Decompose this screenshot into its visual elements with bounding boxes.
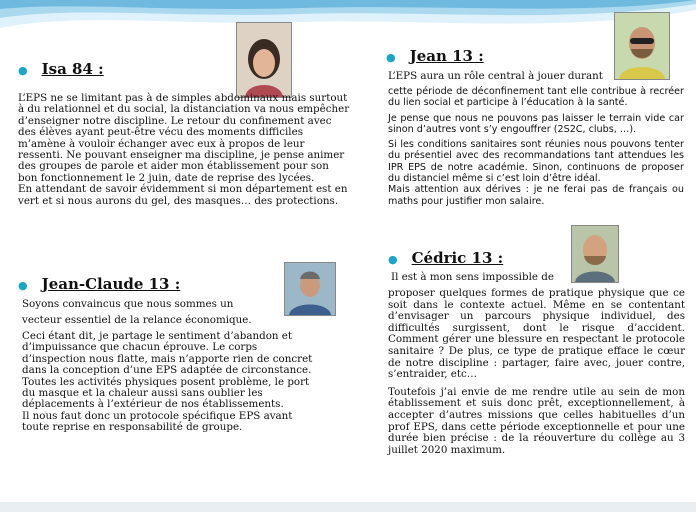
cedric-intro	[391, 272, 571, 283]
isa-name: Isa 84 :	[41, 60, 104, 78]
jean-intro	[388, 71, 688, 82]
cedric-intro-text: Il est à mon sens impossible de	[391, 271, 554, 283]
jean-paragraph-4: Mais attention aux dérives : je ne ferai pas de français ou maths pour justifier mon salaire.	[388, 184, 684, 207]
header-wave-decoration	[0, 0, 696, 60]
jean-claude-paragraph-2: Il nous faut donc un protocole spécifique EPS avant toute reprise en responsabilité de groupe.	[22, 409, 293, 434]
jean-claude-name: Jean-Claude 13 :	[41, 275, 181, 293]
cedric-heading	[388, 249, 503, 267]
cedric-paragraph-1: proposer quelques formes de pratique physique que ce soit dans le contexte actuel. Même en se contentant d’envisager un parcours physique individuel, des difficultés surgissent, dont le risque d’accident. Comment gérer une blessure en respectant le protocole sanitaire ? De plus, ce type de pratique efface le cœur de notre discipline : partager, faire avec, jouer contre, s’entraider, etc…	[388, 287, 685, 381]
bullet-icon: ●	[388, 252, 398, 266]
jean-heading	[386, 47, 484, 65]
bullet-icon: ●	[386, 50, 396, 64]
jean-claude-paragraph-1: Ceci étant dit, je partage le sentiment d’abandon et d’impuissance que chacun éprouve. Le corps d’inspection nous flatte, mais n’apporte rien de concret dans la conception d’une EPS adaptée de circonstance. Toutes les activités physiques posent problème, le port du masque et la chaleur aussi sans oublier les déplacements à l’extérieur de nos établissements.	[22, 330, 313, 411]
cedric-paragraph-2: Toutefois j’ai envie de me rendre utile au sein de mon établissement et suis donc prêt, exceptionnellement, à accepter d’autres missions que celles habituelles d’un prof EPS, dans cette période exceptionnelle et pour une durée bien précise : de la réouverture du collège au 3 juillet 2020 maximum.	[388, 385, 685, 456]
isa-paragraph-2: En attendant de savoir évidemment si mon département est en vert et si nous aurons du gel, des masques… des protections.	[18, 183, 348, 207]
bullet-icon: ●	[18, 278, 28, 292]
jean-claude-heading	[18, 275, 180, 293]
jean-paragraph-1: cette période de déconfinement tant elle contribue à recréer du lien social et participe à l’éducation à la santé.	[388, 86, 684, 109]
isa-heading	[18, 60, 104, 78]
cedric-text	[388, 288, 685, 456]
jean-claude-text	[22, 331, 322, 434]
jean-photo	[614, 12, 670, 80]
jean-claude-intro	[22, 296, 272, 328]
cedric-photo	[571, 225, 619, 283]
jean-text	[388, 86, 684, 207]
isa-text	[18, 93, 351, 207]
jean-claude-photo	[284, 262, 336, 316]
jean-claude-intro-text: Soyons convaincus que nous sommes un vecteur essentiel de la relance économique.	[22, 298, 252, 326]
isa-photo	[236, 22, 292, 98]
isa-paragraph-1: L’EPS ne se limitant pas à de simples abdominaux mais surtout à du relationnel et du social, la distanciation va nous empêcher d’enseigner notre discipline. Le retour du confinement avec des élèves ayant peut-être vécu des moments difficiles m’amène à vouloir échanger avec eux à propos de leur ressenti. Ne pouvant enseigner ma discipline, je pense animer des groupes de parole et aider mon établissement pour son bon fonctionnement le 2 juin, date de reprise des lycées.	[18, 92, 350, 184]
jean-paragraph-3: Si les conditions sanitaires sont réunies nous pouvons tenter du présentiel avec des recommandations tant attendues les IPR EPS de notre académie. Sinon, continuons de proposer du distanciel même si c’est loin d’être idéal.	[388, 139, 684, 185]
jean-paragraph-2: Je pense que nous ne pouvons pas laisser le terrain vide car sinon d’autres vont s’y engouffrer (2S2C, clubs, …).	[388, 112, 684, 135]
bullet-icon: ●	[18, 63, 28, 77]
footer-bar	[0, 502, 696, 512]
jean-name: Jean 13 :	[409, 47, 484, 65]
jean-intro-text: L’EPS aura un rôle central à jouer durant	[388, 70, 603, 82]
cedric-name: Cédric 13 :	[411, 249, 504, 267]
